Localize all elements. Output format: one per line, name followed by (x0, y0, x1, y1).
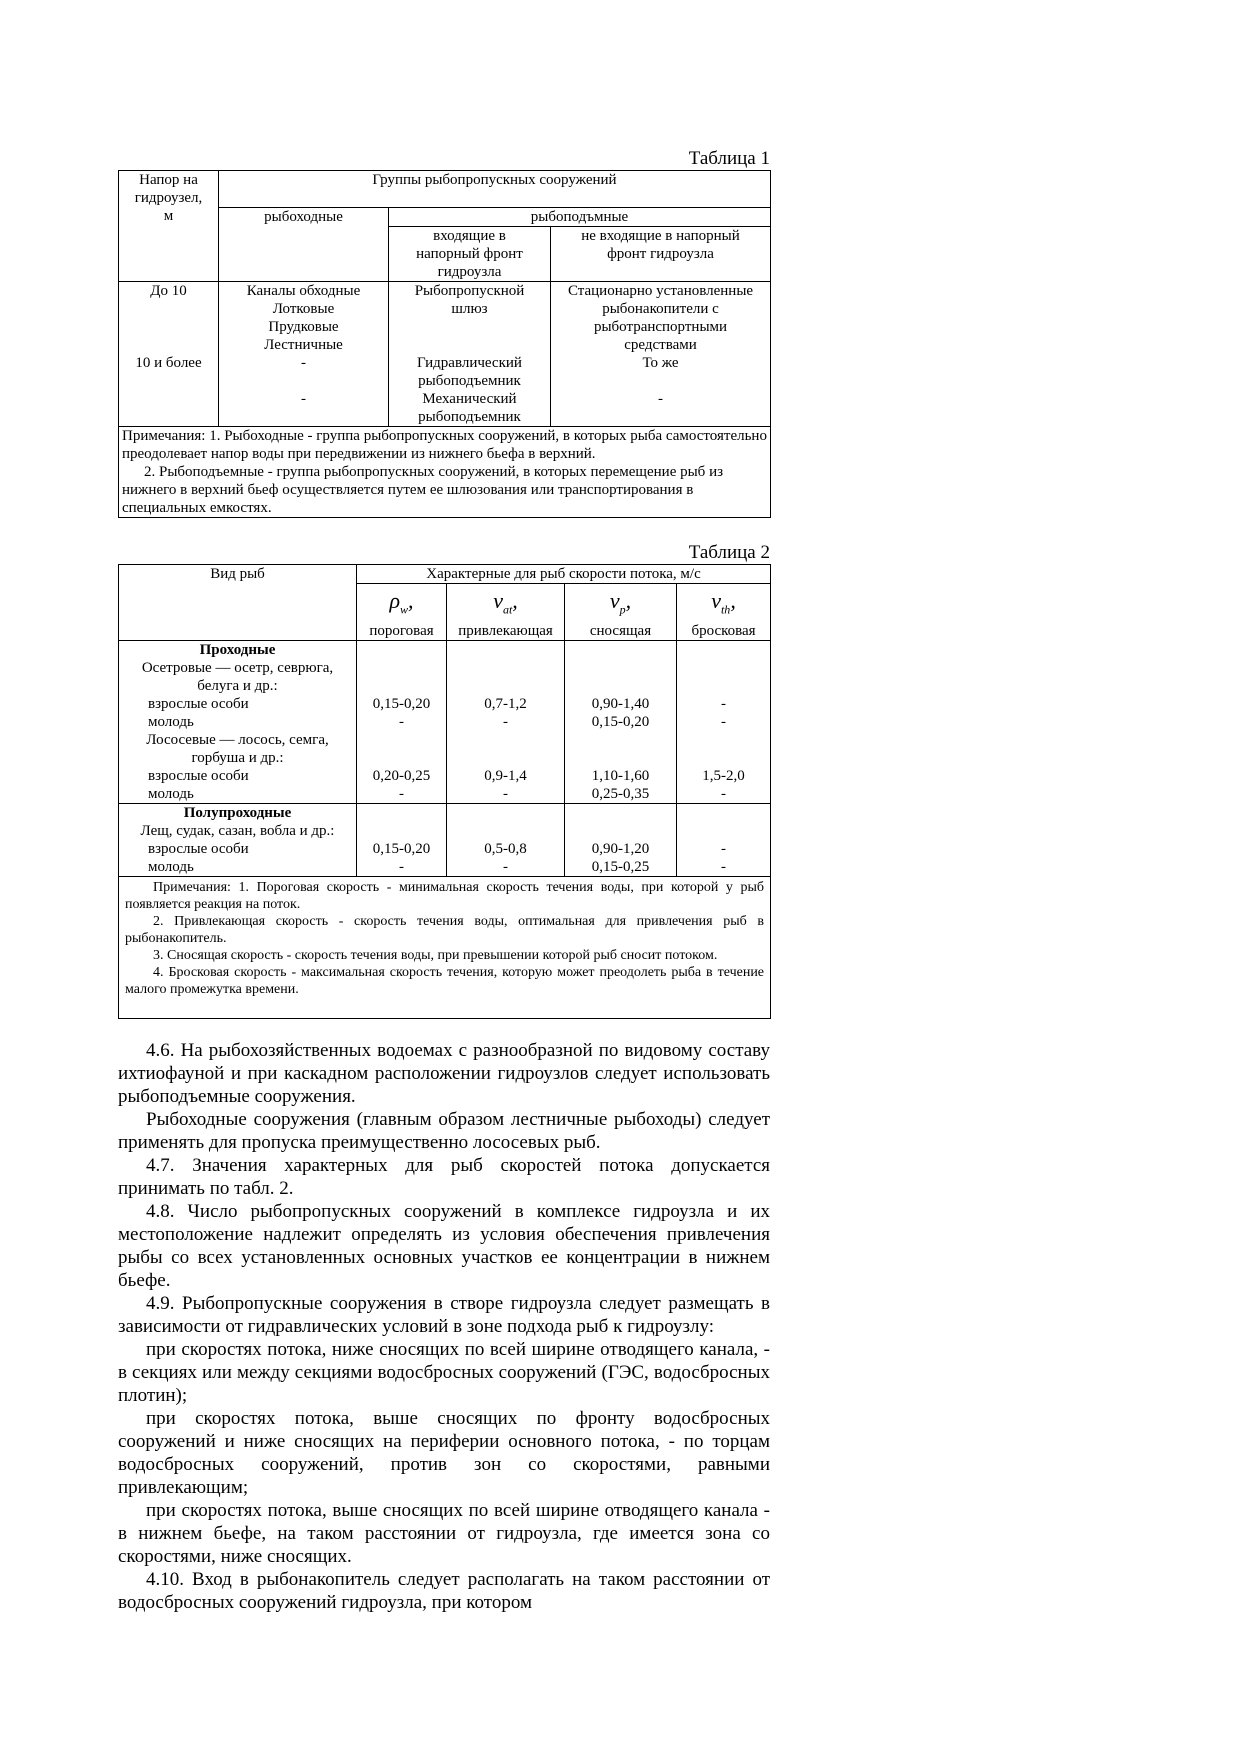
paragraph: при скоростях потока, выше сносящих по фронту водосбросных сооружений и ниже сносящих на периферии основного потока, - по торцам водосбросных сооружений, против зон со скоростями, равными привлекающим; (118, 1408, 770, 1499)
paragraph: 4.9. Рыбопропускные сооружения в створе гидроузла следует размещать в зависимости от гидравлических условий в зоне подхода рыб к гидроузлу: (118, 1293, 770, 1338)
table-cell: Рыбопропускной шлюз (389, 282, 551, 355)
paragraph: 4.10. Вход в рыбонакопитель следует располагать на таком расстоянии от водосбросных сооружений гидроузла, при котором (118, 1569, 770, 1614)
table-cell: 0,7-1,2 - 0,9-1,4 - (447, 641, 565, 804)
paragraph: 4.7. Значения характерных для рыб скоростей потока допускается принимать по табл. 2. (118, 1155, 770, 1200)
table2-head-speeds: Характерные для рыб скорости потока, м/с (357, 565, 771, 584)
table1 (118, 170, 771, 518)
table-cell: 10 и более (119, 354, 219, 427)
table2-group1-species: Проходные Осетровые — осетр, севрюга, белуга и др.: взрослые особи молодь Лососевые — лосось, семга, горбуша и др.: взрослые особи молодь (119, 641, 357, 804)
table-cell: - - (219, 354, 389, 427)
paragraph: при скоростях потока, ниже сносящих по всей ширине отводящего канала, - в секциях или между секциями водосбросных сооружений (ГЭС, водосбросных плотин); (118, 1339, 770, 1407)
table1-head-fishlifts: рыбоподъмные (389, 208, 771, 227)
table1-head-groups: Группы рыбопропускных сооружений (219, 171, 771, 208)
paragraph: Рыбоходные сооружения (главным образом лестничные рыбоходы) следует применять для пропуска преимущественно лососевых рыб. (118, 1109, 770, 1154)
table-cell: - - 1,5-2,0 - (677, 641, 771, 804)
table2-caption: Таблица 2 (688, 542, 770, 563)
table-cell: 0,90-1,20 0,15-0,25 (565, 804, 677, 877)
table-cell: Стационарно установленные рыбонакопители с рыботранспортными средствами (551, 282, 771, 355)
paragraph: при скоростях потока, выше сносящих по всей ширине отводящего канала - в нижнем бьефе, на таком расстоянии от гидроузла, где имеется зона со скоростями, ниже сносящих. (118, 1500, 770, 1568)
table-cell: До 10 (119, 282, 219, 355)
table2-head-species: Вид рыб (119, 565, 357, 641)
table2-notes: Примечания: 1. Пороговая скорость - минимальная скорость течения воды, при которой у рыб появляется реакция на поток. 2. Привлекающая скорость - скорость течения воды, оптимальная для привлечения рыб в рыбонакопитель. 3. Сносящая скорость - скорость течения воды, при превышении которой рыб сносит потоком. 4. Бросковая скорость - максимальная скорость течения, которую может преодолеть рыба в течение малого промежутка времени. (119, 877, 771, 1019)
table-cell: - - (677, 804, 771, 877)
table-cell: Гидравлический рыбоподъемник Механический рыбоподъемник (389, 354, 551, 427)
table1-head-in-front: входящие в напорный фронт гидроузла (389, 227, 551, 282)
table2-head-burst: $v_{th}$, бросковая (677, 584, 771, 641)
paragraph: 4.6. На рыбохозяйственных водоемах с разнообразной по видовому составу ихтиофауной и при каскадном расположении гидроузлов следует использовать рыбоподъемные сооружения. (118, 1040, 770, 1108)
table-cell: 0,90-1,40 0,15-0,20 1,10-1,60 0,25-0,35 (565, 641, 677, 804)
table1-head-col1: Напор на гидроузел, м (119, 171, 219, 282)
table2-head-attracting: $v_{at}$, привлекающая (447, 584, 565, 641)
table-cell: 0,15-0,20 - (357, 804, 447, 877)
table1-head-not-in-front: не входящие в напорный фронт гидроузла (551, 227, 771, 282)
document-page (118, 148, 770, 1614)
table2-head-washing: $v_p$, сносящая (565, 584, 677, 641)
table-cell: Каналы обходные Лотковые Прудковые Лестничные (219, 282, 389, 355)
table2 (118, 564, 771, 1019)
table2-head-threshold: $\rho_w$, пороговая (357, 584, 447, 641)
body-text (118, 1039, 770, 1614)
table-cell: То же - (551, 354, 771, 427)
table-cell: 0,15-0,20 - 0,20-0,25 - (357, 641, 447, 804)
table2-group2-species: Полупроходные Лещ, судак, сазан, вобла и др.: взрослые особи молодь (119, 804, 357, 877)
table1-head-fishways: рыбоходные (219, 208, 389, 282)
table1-notes: Примечания: 1. Рыбоходные - группа рыбопропускных сооружений, в которых рыба самостоятельно преодолевает напор воды при передвижении из нижнего бьефа в верхний. 2. Рыбоподъемные - группа рыбопропускных сооружений, в которых перемещение рыб из нижнего в верхний бьеф осуществляется путем ее шлюзования или транспортирования в специальных емкостях. (119, 427, 771, 518)
paragraph: 4.8. Число рыбопропускных сооружений в комплексе гидроузла и их местоположение надлежит определять из условия обеспечения привлечения рыбы со всех установленных основных участков ее концентрации в нижнем бьефе. (118, 1201, 770, 1292)
table-cell: 0,5-0,8 - (447, 804, 565, 877)
table1-caption: Таблица 1 (688, 148, 770, 169)
